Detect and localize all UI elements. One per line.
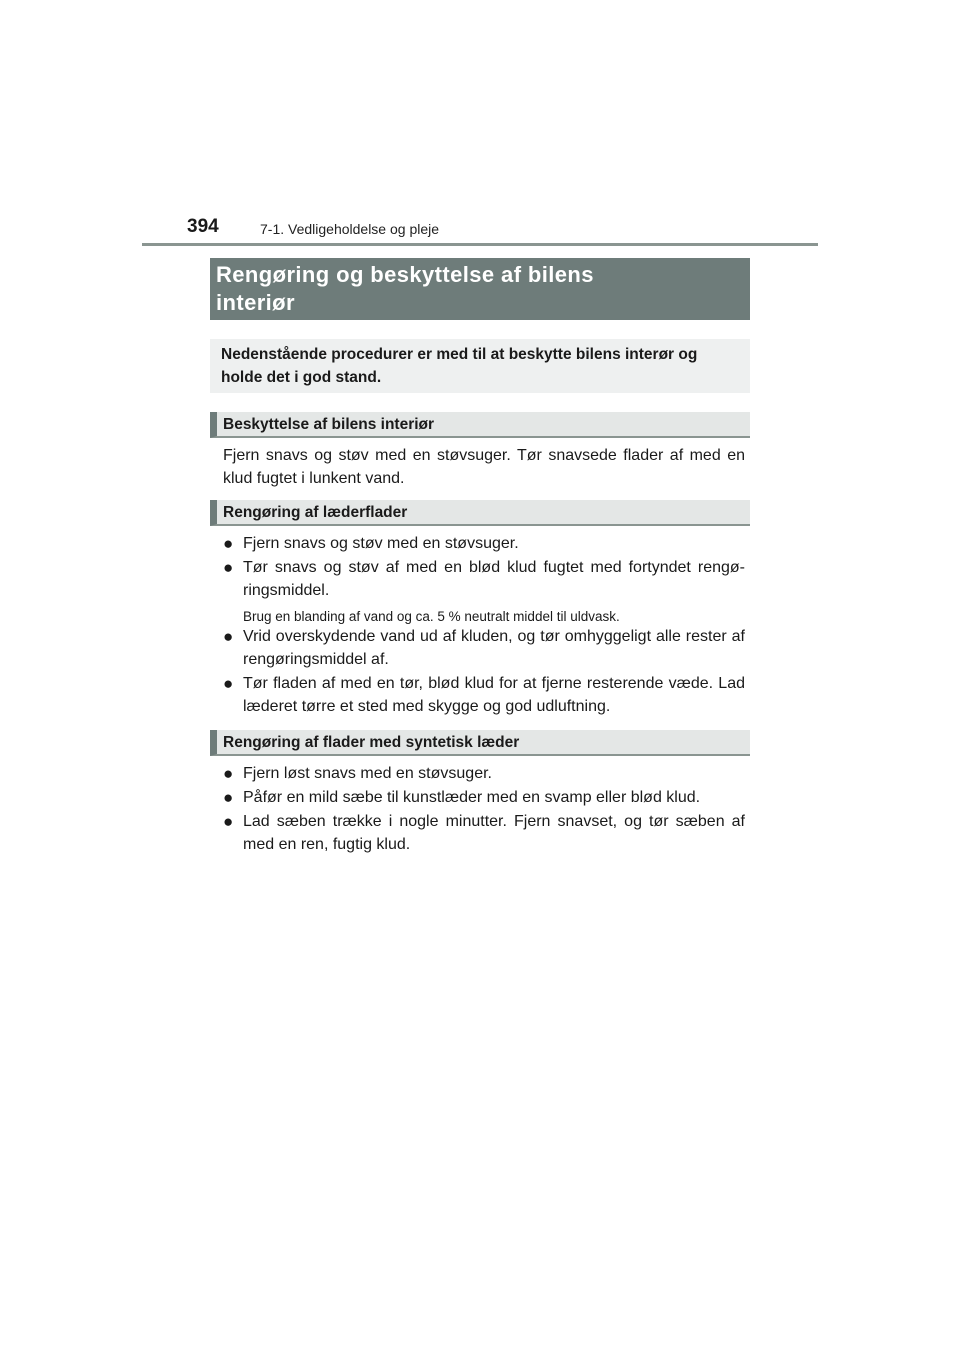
bullet-dot-icon: ● — [223, 558, 234, 577]
list-item — [223, 532, 745, 555]
page-title-line-2: interiør — [216, 290, 295, 315]
section-reference: 7-1. Vedligeholdelse og pleje — [260, 221, 440, 237]
bullet-dot-icon: ● — [223, 627, 234, 646]
intro-line-2: holde det i god stand. — [221, 369, 382, 386]
bullet-dot-icon: ● — [223, 674, 234, 693]
leather-detergent-note: Brug en blanding af vand og ca. 5 % neutralt middel til uldvask. — [243, 609, 620, 624]
page-title-line-1: Rengøring og beskyttelse af bilens — [216, 262, 594, 287]
list-item-text: Påfør en mild sæbe til kunstlæder med en svamp eller blød klud. — [243, 789, 701, 806]
list-item — [223, 786, 745, 809]
intro-summary — [210, 339, 750, 393]
list-item — [223, 762, 745, 785]
list-item — [223, 625, 745, 671]
list-item — [223, 672, 745, 718]
intro-line-1: Nedenstående procedurer er med til at beskytte bilens interør og — [221, 346, 698, 363]
section-heading-leather-cleaning: Rengøring af læderflader — [210, 500, 750, 526]
section-heading-interior-protection: Beskyttelse af bilens interiør — [210, 412, 750, 438]
page-title — [210, 258, 750, 320]
list-item-text: Fjern snavs og støv med en støvsuger. — [243, 535, 519, 552]
bullet-dot-icon: ● — [223, 812, 234, 831]
interior-protection-paragraph: Fjern snavs og støv med en støvsuger. Tør snavsede flader af med en klud fugtet i lunkent vand. — [223, 447, 745, 487]
bullet-dot-icon: ● — [223, 764, 234, 783]
list-item-text: Fjern løst snavs med en støvsuger. — [243, 765, 492, 782]
list-item-text: Lad sæben trække i nogle minutter. Fjern snavset, og tør sæben af med en ren, fugtig klud. — [243, 813, 745, 853]
list-item-text: Tør snavs og støv af med en blød klud fugtet med fortyndet rengø-ringsmiddel. — [243, 559, 745, 599]
list-item — [223, 810, 745, 856]
list-item-text: Vrid overskydende vand ud af kluden, og tør omhyggeligt alle rester af rengøringsmiddel af. — [243, 628, 745, 668]
page-number: 394 — [187, 216, 219, 237]
bullet-dot-icon: ● — [223, 788, 234, 807]
section-heading-synthetic-leather: Rengøring af flader med syntetisk læder — [210, 730, 750, 756]
list-item-text: Tør fladen af med en tør, blød klud for at fjerne resterende væde. Lad læderet tørre et sted med skygge og god udluftning. — [243, 675, 745, 715]
bullet-dot-icon: ● — [223, 534, 234, 553]
list-item — [223, 556, 745, 602]
header-divider — [142, 243, 818, 246]
